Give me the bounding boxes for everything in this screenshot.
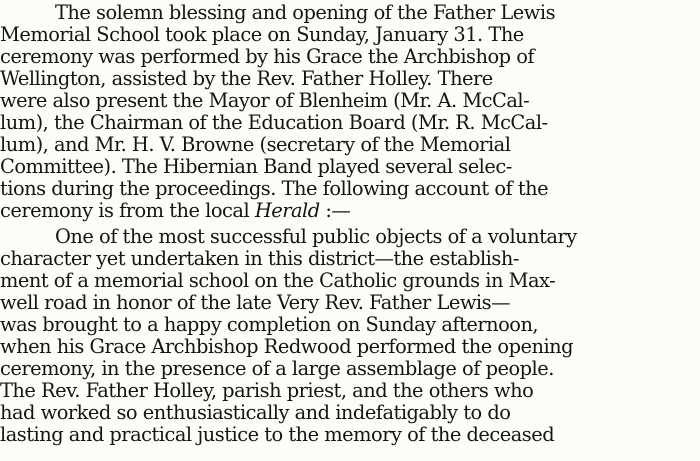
newspaper-name: Herald <box>254 199 320 222</box>
article-line: ceremony was performed by his Grace the Archbishop of <box>0 45 535 68</box>
article-line: lum), and Mr. H. V. Browne (secretary of the Memorial <box>0 133 511 156</box>
article-line: ceremony, in the presence of a large assemblage of people. <box>0 357 554 380</box>
line-text: :— <box>319 199 351 222</box>
article-line: One of the most successful public objects of a voluntary <box>55 225 577 248</box>
article-line: Committee). The Hibernian Band played several selec- <box>0 155 512 178</box>
article-line: when his Grace Archbishop Redwood performed the opening <box>0 335 574 358</box>
article-line: were also present the Mayor of Blenheim (Mr. A. McCal- <box>0 89 530 112</box>
article-line: The Rev. Father Holley, parish priest, and the others who <box>0 379 534 402</box>
line-text: ceremony is from the local <box>0 199 255 222</box>
article-line: had worked so enthusiastically and indefatigably to do <box>0 401 511 424</box>
article-line: character yet undertaken in this district—the establish- <box>0 247 519 270</box>
article-line: The solemn blessing and opening of the Father Lewis <box>55 1 556 24</box>
article-line: lasting and practical justice to the memory of the deceased <box>0 423 555 446</box>
article-line <box>0 200 350 222</box>
article-line: Memorial School took place on Sunday, January 31. The <box>0 23 524 46</box>
article-line: lum), the Chairman of the Education Board (Mr. R. McCal- <box>0 111 548 134</box>
article-line: tions during the proceedings. The following account of the <box>0 177 549 200</box>
article-line: was brought to a happy completion on Sunday afternoon, <box>0 313 539 336</box>
article-line: ment of a memorial school on the Catholic grounds in Max- <box>0 269 556 292</box>
article-line: well road in honor of the late Very Rev. Father Lewis— <box>0 291 510 314</box>
article-line: Wellington, assisted by the Rev. Father Holley. There <box>0 67 493 90</box>
